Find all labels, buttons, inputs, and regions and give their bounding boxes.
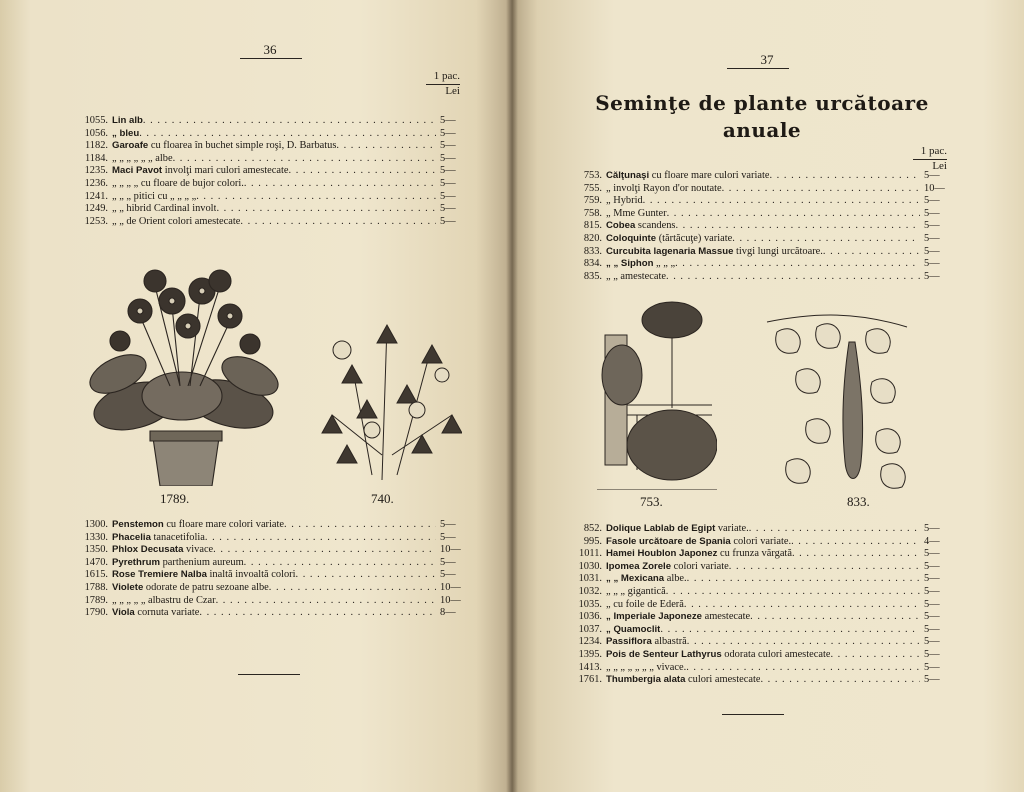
entry-price: 5—: [924, 548, 940, 560]
entry-price: 5—: [924, 207, 940, 219]
leader-dots: [143, 115, 436, 128]
catalog-entry: [552, 636, 950, 649]
catalog-entry: [552, 183, 950, 196]
entry-list-bottom: [552, 523, 950, 687]
leader-dots: [684, 599, 920, 612]
entry-name: „ „ Mexicana: [606, 573, 665, 585]
entry-description: [112, 128, 139, 141]
entry-price: 5—: [924, 220, 940, 232]
leader-dots: [139, 128, 436, 141]
violet-pot-illustration: [80, 246, 285, 486]
column-header-rule: [426, 84, 460, 85]
entry-price: 5—: [924, 636, 940, 648]
catalog-entry: [74, 595, 466, 608]
leader-dots: [289, 165, 437, 178]
entry-price: 5—: [924, 232, 940, 244]
entry-detail: parthenium aureum: [159, 556, 244, 568]
leader-dots: [792, 548, 920, 561]
catalog-entry: [74, 557, 466, 570]
entry-description: [112, 607, 199, 620]
entry-number: 1055.: [84, 115, 108, 126]
catalog-entry: [552, 220, 950, 233]
garden-climber-illustration: [597, 295, 717, 490]
entry-detail: cu frunza vărgată: [717, 548, 792, 560]
leader-dots: [244, 557, 436, 570]
entry-description: [606, 195, 643, 208]
entry-description: [606, 674, 760, 687]
leader-dots: [196, 191, 436, 204]
entry-description: [606, 611, 750, 624]
entry-number: 1330.: [84, 531, 108, 543]
entry-number: 1032.: [578, 585, 602, 597]
catalog-entry: [552, 662, 950, 675]
entry-number: 1235.: [84, 165, 108, 177]
catalog-entry: [552, 624, 950, 637]
binding-seam: [506, 0, 518, 792]
campanula-illustration: [312, 305, 462, 480]
entry-detail: „ „ de Orient colori amestecate: [112, 215, 241, 227]
catalog-entry: [552, 195, 950, 208]
entry-price: 5—: [440, 519, 456, 530]
leader-dots: [205, 532, 436, 545]
entry-detail: odorate de patru sezoane albe: [143, 581, 269, 593]
catalog-entry: [74, 532, 466, 545]
entry-number: 755.: [583, 182, 602, 194]
entry-detail: „ „ „ „ „ „ albe: [112, 152, 173, 164]
entry-description: [606, 649, 830, 662]
entry-name: Dolique Lablab de Egipt: [606, 523, 716, 534]
leader-dots: [199, 607, 436, 620]
entry-number: 1790.: [84, 607, 108, 619]
catalog-entry: [74, 153, 466, 166]
catalog-entry: [552, 548, 950, 561]
leader-dots: [336, 140, 436, 153]
entry-description: [606, 662, 686, 675]
leader-dots: [750, 611, 920, 624]
entry-detail: cu floare mare colori variate: [163, 519, 285, 530]
entry-description: [112, 216, 240, 229]
entry-description: [606, 536, 791, 549]
leader-dots: [667, 208, 920, 221]
entry-price: 5—: [440, 140, 456, 152]
leader-dots: [729, 561, 920, 574]
entry-price: 10—: [440, 594, 461, 606]
leader-dots: [749, 523, 920, 536]
entry-name: Thumbergia alata: [606, 674, 686, 686]
catalog-entry: [74, 115, 466, 128]
entry-detail: albe.: [664, 573, 687, 585]
entry-number: 1253.: [84, 215, 108, 227]
entry-number: 1056.: [84, 127, 108, 139]
catalog-entry: [552, 246, 950, 259]
catalog-entry: [74, 569, 466, 582]
catalog-entry: [74, 191, 466, 204]
entry-price: 5—: [924, 195, 940, 207]
entry-detail: „ „ hibrid Cardinal involt: [112, 203, 217, 215]
entry-detail: inaltă invoaltă colori: [206, 569, 296, 581]
leader-dots: [823, 246, 920, 259]
leader-dots: [240, 216, 436, 229]
entry-number: 753.: [583, 170, 602, 181]
entry-price: 5—: [924, 523, 940, 534]
entry-name: Rose Tremiere Nalba: [112, 569, 207, 581]
entry-detail: (tărtăcuţe) variate: [656, 232, 733, 244]
entry-description: [606, 586, 666, 599]
entry-detail: „ „ „: [653, 258, 676, 270]
entry-name: Pois de Senteur Lathyrus: [606, 648, 722, 660]
catalog-entry: [552, 523, 950, 536]
leader-dots: [760, 674, 920, 687]
column-unit: 1 pac.: [920, 145, 947, 157]
catalog-entry: [74, 216, 466, 229]
entry-price: 5—: [440, 569, 456, 581]
leader-dots: [675, 220, 920, 233]
leader-dots: [791, 536, 920, 549]
entry-number: 1789.: [84, 594, 108, 606]
entry-number: 1037.: [578, 623, 602, 635]
catalog-entry: [552, 599, 950, 612]
entry-name: Pyrethrum: [112, 556, 160, 568]
catalog-entry: [74, 178, 466, 191]
entry-description: [606, 233, 732, 246]
entry-description: [606, 208, 667, 221]
entry-detail: „ „ amestecate: [606, 270, 666, 282]
entry-description: [606, 523, 749, 536]
entry-description: [606, 599, 684, 612]
entry-detail: „ „ „ „ cu floare de bujor colori.: [112, 177, 244, 189]
entry-description: [112, 582, 269, 595]
catalog-entry: [552, 271, 950, 284]
entry-description: [606, 548, 792, 561]
entry-detail: involţi mari culori amestecate: [162, 165, 289, 177]
entry-number: 758.: [583, 207, 602, 219]
entry-name: Lin alb: [112, 115, 143, 126]
entry-name: Cobea: [606, 220, 636, 232]
entry-number: 1788.: [84, 581, 108, 593]
leader-dots: [722, 183, 920, 196]
leader-dots: [686, 662, 920, 675]
catalog-entry: [74, 607, 466, 620]
entry-number: 1236.: [84, 177, 108, 189]
catalog-entry: [74, 128, 466, 141]
entry-detail: odorata culori amestecate: [721, 648, 831, 660]
entry-price: 8—: [440, 607, 456, 619]
entry-name: „ „ Siphon: [606, 258, 654, 270]
entry-number: 1234.: [578, 636, 602, 648]
catalog-entry: [552, 586, 950, 599]
entry-number: 1035.: [578, 598, 602, 610]
leader-dots: [666, 586, 920, 599]
entry-description: [112, 532, 205, 545]
entry-description: [606, 183, 722, 196]
entry-name: Maci Pavot: [112, 165, 163, 177]
entry-name: „ bleu: [112, 127, 140, 139]
entry-number: 1011.: [579, 548, 602, 560]
entry-name: Viola: [112, 607, 135, 619]
entry-number: 1241.: [84, 190, 108, 202]
column-header-rule: [913, 159, 947, 160]
entry-number: 835.: [583, 270, 602, 282]
entry-description: [112, 557, 244, 570]
entry-price: 5—: [440, 127, 456, 139]
leader-dots: [769, 170, 920, 183]
entry-number: 1615.: [84, 569, 108, 581]
leader-dots: [687, 573, 920, 586]
leader-dots: [213, 544, 436, 557]
entry-detail: scandens: [635, 220, 676, 232]
entry-name: Penstemon: [112, 519, 164, 530]
catalog-entry: [552, 233, 950, 246]
entry-list-top: [74, 115, 466, 228]
entry-price: 5—: [924, 648, 940, 660]
entry-number: 1761.: [578, 674, 602, 686]
caption-740: 740.: [371, 491, 394, 506]
entry-price: 10—: [924, 182, 945, 194]
column-currency: Lei: [445, 85, 460, 97]
entry-detail: colori variate: [671, 560, 729, 572]
entry-price: 5—: [924, 585, 940, 597]
entry-description: [606, 271, 666, 284]
entry-name: Curcubita lagenaria Massue: [606, 245, 734, 257]
catalog-entry: [552, 208, 950, 221]
entry-description: [112, 203, 216, 216]
entry-description: [606, 636, 687, 649]
entry-description: [112, 140, 336, 153]
entry-price: 10—: [440, 544, 461, 556]
entry-price: 5—: [924, 170, 940, 181]
entry-price: 5—: [440, 165, 456, 177]
entry-price: 5—: [440, 115, 456, 126]
entry-name: Phacelia: [112, 531, 151, 543]
entry-detail: vivace: [183, 544, 214, 556]
entry-description: [606, 573, 687, 586]
catalog-entry: [74, 165, 466, 178]
catalog-entry: [552, 649, 950, 662]
leader-dots: [643, 195, 920, 208]
leader-dots: [269, 582, 436, 595]
entry-description: [112, 178, 244, 191]
entry-price: 5—: [440, 215, 456, 227]
page-number: 37: [760, 52, 774, 67]
entry-number: 995.: [583, 535, 602, 547]
entry-price: 5—: [924, 611, 940, 623]
entry-price: 5—: [924, 674, 940, 686]
entry-list-top: [552, 170, 950, 283]
caption-1789: 1789.: [160, 491, 190, 506]
entry-description: [606, 258, 675, 271]
entry-name: Coloquinte: [606, 232, 657, 244]
entry-name: Phlox Decusata: [112, 544, 184, 556]
leader-dots: [675, 258, 920, 271]
entry-number: 1030.: [578, 560, 602, 572]
leader-dots: [244, 178, 436, 191]
entry-name: Ipomea Zorele: [606, 560, 672, 572]
entry-detail: cornuta variate: [134, 607, 200, 619]
catalog-entry: [552, 170, 950, 183]
entry-description: [112, 153, 173, 166]
entry-name: Violete: [112, 581, 144, 593]
catalog-entry: [552, 536, 950, 549]
catalog-entry: [552, 674, 950, 687]
entry-detail: „ „ „ gigantică: [606, 585, 666, 597]
entry-description: [112, 569, 296, 582]
entry-number: 1470.: [84, 556, 108, 568]
page-number-rule: [240, 58, 302, 59]
catalog-entry: [74, 582, 466, 595]
catalog-entry: [552, 573, 950, 586]
entry-number: 1031.: [578, 573, 602, 585]
entry-price: 5—: [924, 623, 940, 635]
catalog-entry: [74, 544, 466, 557]
entry-price: 5—: [924, 661, 940, 673]
catalog-entry: [74, 519, 466, 532]
entry-name: Garoafe: [112, 140, 149, 152]
leader-dots: [687, 636, 920, 649]
entry-detail: albastră: [651, 636, 687, 648]
entry-number: 1413.: [578, 661, 602, 673]
entry-price: 5—: [440, 177, 456, 189]
section-title-line2: anuale: [722, 118, 802, 142]
entry-name: Passiflora: [606, 636, 652, 648]
entry-name: „ Quamoclit: [606, 623, 661, 635]
entry-price: 10—: [440, 581, 461, 593]
entry-description: [606, 170, 769, 183]
entry-detail: cu floare mare culori variate: [649, 170, 770, 181]
catalog-entry: [552, 258, 950, 271]
entry-detail: culori amestecate: [685, 674, 761, 686]
entry-number: 1182.: [85, 140, 108, 152]
entry-number: 1249.: [84, 203, 108, 215]
entry-number: 833.: [583, 245, 602, 257]
entry-name: Hamei Houblon Japonez: [606, 548, 718, 560]
entry-detail: „ „ „ „ „ „ „ vivace.: [606, 661, 687, 673]
entry-price: 5—: [924, 258, 940, 270]
entry-detail: „ Mme Gunter: [606, 207, 667, 219]
entry-description: [112, 165, 289, 178]
catalog-entry: [552, 611, 950, 624]
leader-dots: [660, 624, 920, 637]
entry-detail: tanacetifolia: [150, 531, 205, 543]
leader-dots: [216, 203, 436, 216]
column-currency: Lei: [932, 160, 947, 172]
entry-detail: tivgi lungi urcătoare.: [733, 245, 823, 257]
footer-rule: [722, 714, 784, 715]
entry-description: [112, 519, 284, 532]
entry-description: [606, 561, 729, 574]
leader-dots: [666, 271, 920, 284]
entry-detail: variate.: [715, 523, 749, 534]
entry-price: 5—: [440, 531, 456, 543]
right-page: [512, 0, 1024, 792]
column-header: [410, 70, 460, 98]
section-title: [552, 90, 972, 144]
entry-number: 1350.: [84, 544, 108, 556]
entry-price: 5—: [924, 270, 940, 282]
leader-dots: [216, 595, 436, 608]
entry-number: 1036.: [578, 611, 602, 623]
entry-price: 5—: [440, 203, 456, 215]
entry-price: 5—: [440, 152, 456, 164]
gourd-vine-illustration: [757, 312, 917, 492]
entry-description: [606, 246, 823, 259]
entry-number: 834.: [583, 258, 602, 270]
entry-price: 5—: [924, 573, 940, 585]
entry-name: Fasole urcătoare de Spania: [606, 535, 731, 547]
caption-833: 833.: [847, 494, 870, 509]
entry-number: 815.: [583, 220, 602, 232]
entry-description: [112, 191, 196, 204]
entry-number: 1184.: [85, 152, 108, 164]
entry-price: 5—: [924, 598, 940, 610]
catalog-entry: [552, 561, 950, 574]
entry-list-bottom: [74, 519, 466, 620]
entry-detail: „ cu foile de Ederă: [606, 598, 684, 610]
entry-description: [112, 544, 213, 557]
entry-detail: amestecate: [701, 611, 751, 623]
leader-dots: [732, 233, 920, 246]
entry-number: 759.: [583, 195, 602, 207]
section-title-line1: Seminţe de plante urcătoare: [595, 91, 929, 115]
entry-detail: colori variate.: [730, 535, 792, 547]
catalog-entry: [74, 203, 466, 216]
leader-dots: [284, 519, 436, 532]
entry-number: 1300.: [84, 519, 108, 530]
entry-detail: „ „ „ „ „ albastru de Czar: [112, 594, 216, 606]
entry-description: [606, 624, 660, 637]
entry-description: [112, 595, 216, 608]
entry-name: Călţunaşi: [606, 170, 650, 181]
entry-price: 4—: [924, 535, 940, 547]
page-number: 36: [263, 42, 277, 57]
entry-detail: „ „ „ pitici cu „ „ „ „: [112, 190, 197, 202]
column-header: [897, 145, 947, 173]
entry-price: 5—: [440, 190, 456, 202]
leader-dots: [296, 569, 436, 582]
entry-description: [112, 115, 143, 128]
entry-detail: cu floarea în buchet simple roşi, D. Barbatus: [148, 140, 337, 152]
entry-number: 1395.: [578, 648, 602, 660]
leader-dots: [173, 153, 436, 166]
caption-753: 753.: [640, 494, 663, 509]
entry-detail: „ involţi Rayon d'or noutate: [606, 182, 722, 194]
entry-price: 5—: [440, 556, 456, 568]
entry-price: 5—: [924, 560, 940, 572]
column-unit: 1 pac.: [433, 70, 460, 82]
entry-price: 5—: [924, 245, 940, 257]
entry-description: [606, 220, 675, 233]
leader-dots: [830, 649, 920, 662]
entry-number: 852.: [583, 523, 602, 534]
entry-name: „ Imperiale Japoneze: [606, 611, 702, 623]
entry-number: 820.: [583, 232, 602, 244]
footer-rule: [238, 674, 300, 675]
entry-detail: „ Hybrid: [606, 195, 643, 207]
catalog-entry: [74, 140, 466, 153]
page-number-rule: [727, 68, 789, 69]
